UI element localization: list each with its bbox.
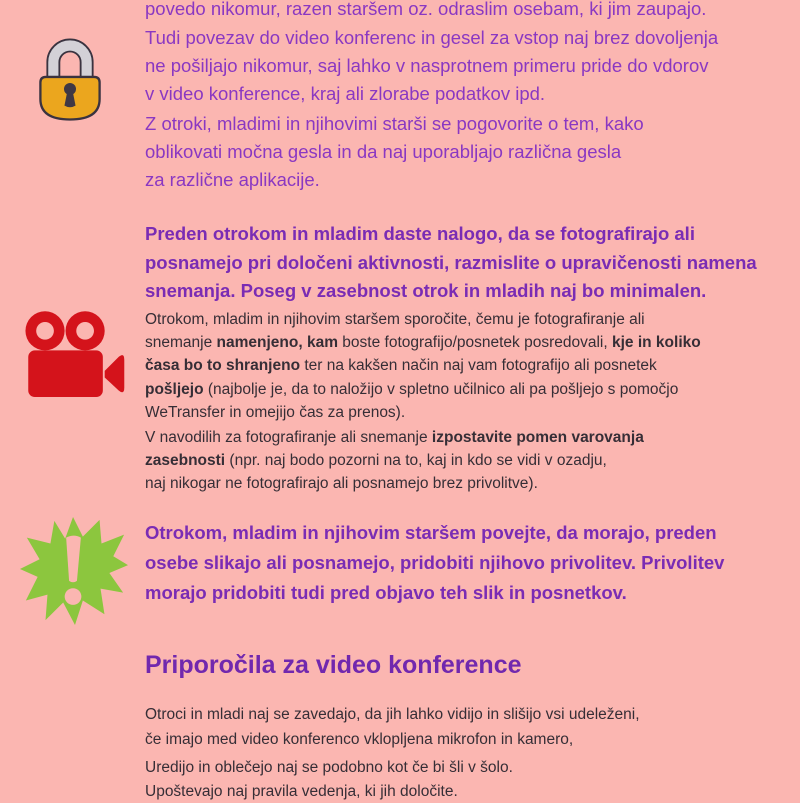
lock-icon [33,30,107,122]
paragraph-photo-intro: Preden otrokom in mladim daste nalogo, da se fotografirajo ali posnamejo pri določeni aktivnosti, razmislite o upravičenosti namena snemanja. Poseg v zasebnost otrok in mladih naj bo minimalen. [145,223,757,301]
paragraph-photo-details: Otrokom, mladim in njihovim staršem sporočite, čemu je fotografiranje ali snemanje namenjeno, kam boste fotografijo/posnetek posredovali, kje in koliko časa bo to shranjeno ter na kakšen način naj vam fotografijo ali posnetek pošljejo (najbolje je, da to naložijo v spletno učilnico ali pa pošljejo s pomočjo WeTransfer in omejijo čas za prenos). [145,311,701,421]
alert-star-icon [18,514,130,628]
paragraph-links-passwords: Tudi povezav do video konferenc in gesel za vstop naj brez dovoljenja ne pošiljajo nikomur, saj lahko v nasprotnem primeru pride do vdorov v video konference, kraj ali zlorabe podatkov ipd. [145,27,719,104]
paragraph-consent: Otrokom, mladim in njihovim staršem povejte, da morajo, preden osebe slikajo ali posnamejo, pridobiti njihovo privolitev. Privolitev morajo pridobiti tudi pred objavo teh slik in posnetkov. [145,522,725,603]
video-camera-icon [18,306,128,406]
paragraph-photo-privacy: V navodilih za fotografiranje ali snemanje izpostavite pomen varovanja zasebnosti (npr. naj bodo pozorni na to, kaj in kdo se vidi v ozadju, naj nikogar ne fotografirajo ali posnamejo brez privolitve). [145,429,644,493]
video-camera-icon [18,306,128,406]
section-heading-video-conferences: Priporočila za video konference [145,651,522,679]
lock-icon [33,30,107,122]
paragraph-conduct: Uredijo in oblečejo naj se podobno kot če bi šli v šolo. Upoštevajo naj pravila vedenja, ki jih določite. [145,759,513,800]
alert-star-icon [18,514,130,628]
paragraph-talk-passwords: Z otroki, mladimi in njihovimi starši se pogovorite o tem, kako oblikovati močna gesla in da naj uporabljajo različna gesla za različne aplikacije. [145,113,644,190]
paragraph-awareness: Otroci in mladi naj se zavedajo, da jih lahko vidijo in slišijo vsi udeleženi, če imajo med video konferenco vklopljena mikrofon in kamero, [145,706,640,748]
continued-sentence: povedo nikomur, razen staršem oz. odraslim osebam, ki jim zaupajo. [145,0,707,19]
